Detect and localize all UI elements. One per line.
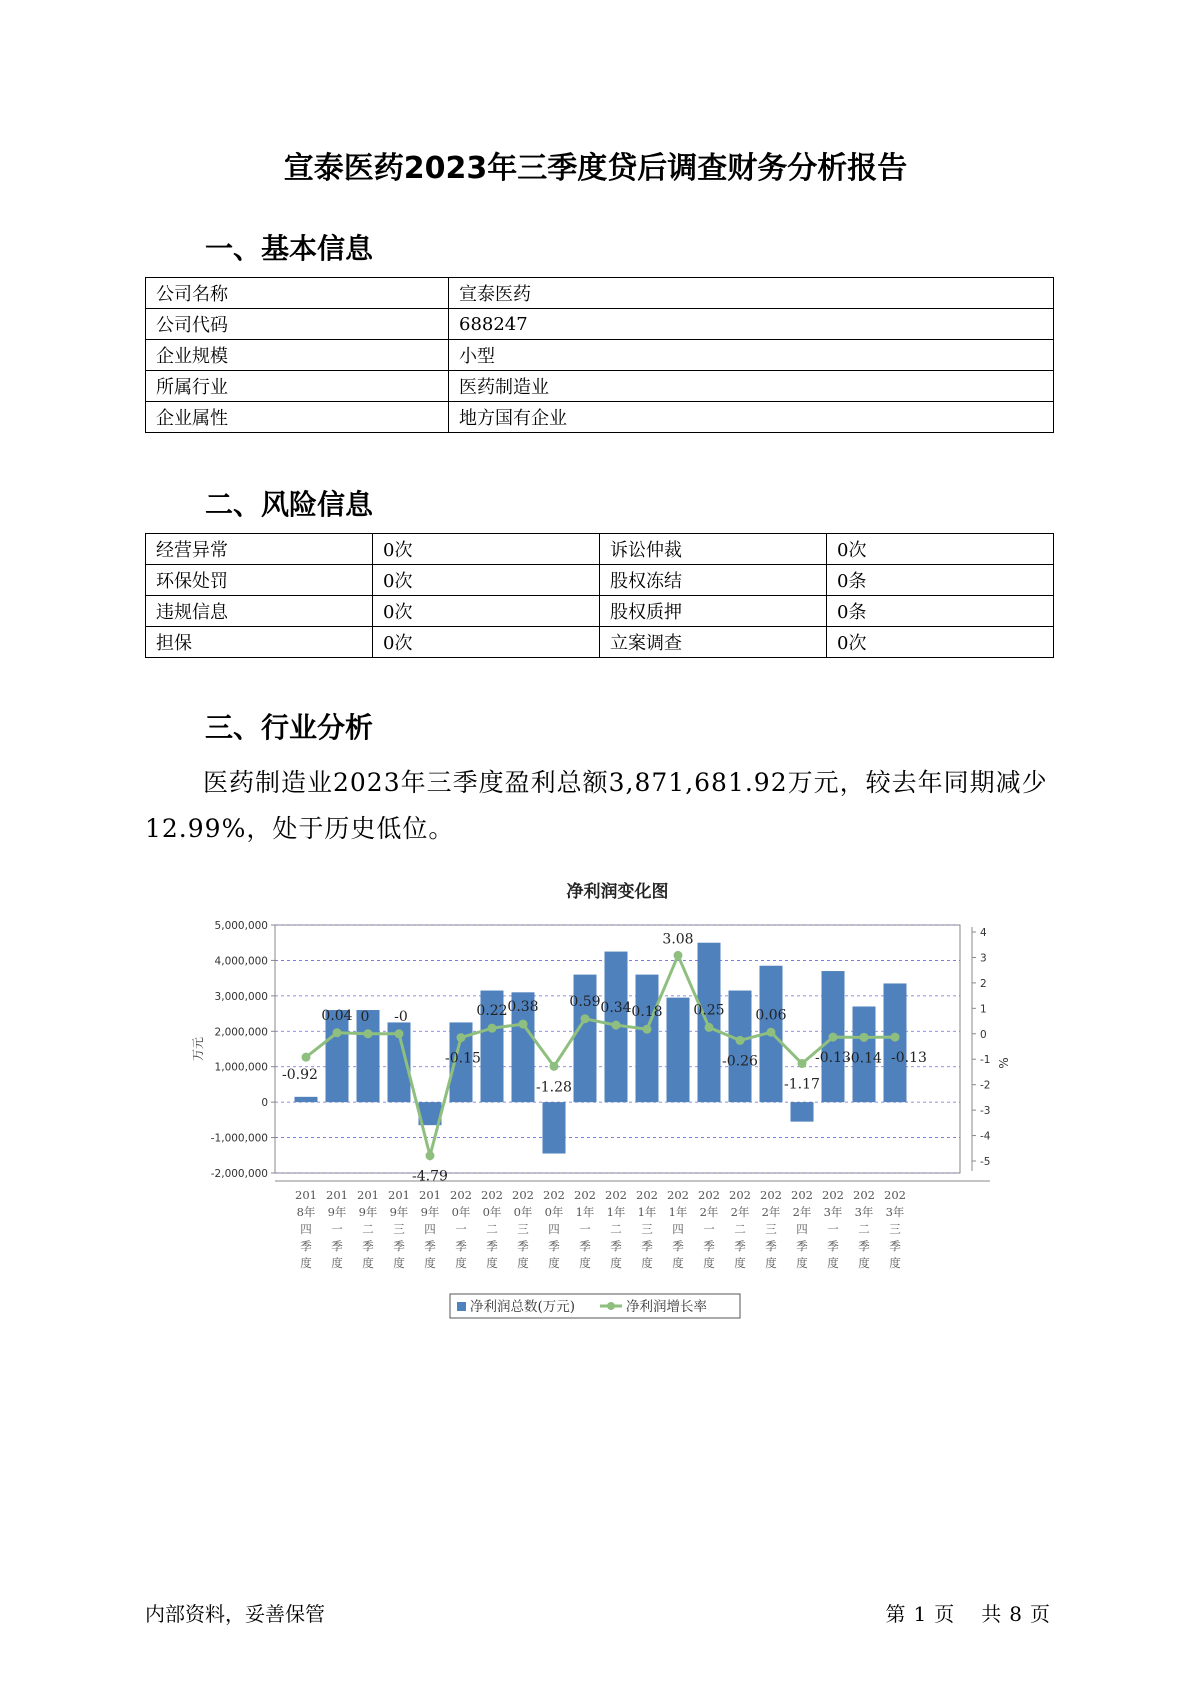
y-tick-label: 3,000,000 xyxy=(214,990,268,1003)
x-tick-label: 度 xyxy=(517,1256,529,1270)
x-tick-label: 202 xyxy=(636,1188,658,1202)
x-tick-label: 二 xyxy=(486,1222,498,1236)
x-tick-label: 度 xyxy=(424,1256,436,1270)
growth-point xyxy=(333,1028,342,1037)
x-tick-label: 季 xyxy=(517,1239,529,1253)
growth-data-label: 0.38 xyxy=(507,999,539,1016)
growth-point xyxy=(674,951,683,960)
page-suffix: 页 xyxy=(934,1602,955,1626)
legend-bar-label: 净利润总数(万元) xyxy=(470,1299,576,1315)
x-tick-label: 201 xyxy=(295,1188,317,1202)
risk-info-label: 经营异常 xyxy=(146,534,373,565)
x-tick-label: 季 xyxy=(858,1239,870,1253)
growth-point xyxy=(612,1021,621,1030)
y-tick-label: -1,000,000 xyxy=(210,1132,268,1145)
legend-line-label: 净利润增长率 xyxy=(626,1299,707,1315)
risk-info-value: 0次 xyxy=(373,534,600,565)
x-tick-label: 度 xyxy=(610,1256,622,1270)
x-tick-label: 三 xyxy=(641,1222,653,1236)
x-tick-label: 度 xyxy=(672,1256,684,1270)
x-tick-label: 季 xyxy=(765,1239,777,1253)
risk-info-value: 0次 xyxy=(827,534,1054,565)
x-tick-label: 一 xyxy=(331,1222,343,1236)
x-tick-label: 202 xyxy=(884,1188,906,1202)
basic-info-value: 688247 xyxy=(449,309,1054,340)
x-tick-label: 202 xyxy=(512,1188,534,1202)
x-tick-label: 201 xyxy=(388,1188,410,1202)
x-tick-label: 0年 xyxy=(544,1205,564,1219)
total-suffix: 页 xyxy=(1030,1602,1050,1626)
x-tick-label: 度 xyxy=(796,1256,808,1270)
growth-point xyxy=(736,1036,745,1045)
risk-info-row xyxy=(146,627,1054,658)
x-tick-label: 1年 xyxy=(606,1205,626,1219)
x-tick-label: 2年 xyxy=(699,1205,719,1219)
legend-bar-swatch xyxy=(457,1302,466,1311)
x-tick-label: 201 xyxy=(326,1188,348,1202)
basic-info-label: 企业属性 xyxy=(146,402,449,433)
y-tick-label: 2,000,000 xyxy=(214,1026,268,1039)
x-tick-label: 三 xyxy=(393,1222,405,1236)
x-tick-label: 3年 xyxy=(823,1205,843,1219)
x-tick-label: 度 xyxy=(548,1256,560,1270)
x-tick-label: 202 xyxy=(822,1188,844,1202)
x-tick-label: 季 xyxy=(362,1239,374,1253)
x-tick-label: 三 xyxy=(517,1222,529,1236)
growth-data-label: -1.28 xyxy=(536,1079,572,1096)
x-tick-label: 202 xyxy=(698,1188,720,1202)
x-tick-label: 202 xyxy=(853,1188,875,1202)
x-tick-label: 二 xyxy=(858,1222,870,1236)
legend-line-marker xyxy=(607,1302,615,1310)
growth-point xyxy=(457,1033,466,1042)
footer-confidential: 内部资料，妥善保管 xyxy=(145,1602,325,1626)
basic-info-row xyxy=(146,371,1054,402)
x-tick-label: 季 xyxy=(486,1239,498,1253)
basic-info-row xyxy=(146,340,1054,371)
y-tick-label: 0 xyxy=(261,1097,268,1110)
risk-info-value: 0次 xyxy=(373,565,600,596)
x-tick-label: 1年 xyxy=(575,1205,595,1219)
x-tick-label: 四 xyxy=(672,1222,684,1236)
x-tick-label: 9年 xyxy=(389,1205,409,1219)
page-title: 宣泰医药2023年三季度贷后调查财务分析报告 xyxy=(283,151,908,186)
x-tick-label: 2年 xyxy=(792,1205,812,1219)
x-tick-label: 202 xyxy=(605,1188,627,1202)
x-tick-label: 三 xyxy=(889,1222,901,1236)
section-heading-risk: 二、风险信息 xyxy=(205,488,374,521)
growth-data-label: -0.14 xyxy=(846,1050,882,1067)
x-tick-label: 0年 xyxy=(482,1205,502,1219)
growth-point xyxy=(395,1029,404,1038)
x-tick-label: 度 xyxy=(486,1256,498,1270)
bar xyxy=(884,983,907,1102)
x-tick-label: 季 xyxy=(889,1239,901,1253)
growth-data-label: -0.13 xyxy=(815,1050,851,1067)
risk-info-label: 立案调查 xyxy=(600,627,827,658)
bar xyxy=(636,975,659,1103)
growth-data-label: 0.25 xyxy=(693,1002,725,1019)
x-tick-label: 202 xyxy=(450,1188,472,1202)
industry-paragraph: 医药制造业2023年三季度盈利总额3,871,681.92万元，较去年同期减少12.99%，处于历史低位。 xyxy=(145,768,1048,843)
growth-point xyxy=(519,1020,528,1029)
x-tick-label: 0年 xyxy=(513,1205,533,1219)
growth-point xyxy=(488,1024,497,1033)
y-tick-label: 4,000,000 xyxy=(214,955,268,968)
x-tick-label: 四 xyxy=(796,1222,808,1236)
growth-data-label: -4.79 xyxy=(412,1168,448,1185)
y-axis-label: 万元 xyxy=(191,1036,205,1062)
x-tick-label: 季 xyxy=(734,1239,746,1253)
basic-info-label: 公司代码 xyxy=(146,309,449,340)
growth-point xyxy=(302,1053,311,1062)
growth-point xyxy=(426,1151,435,1160)
x-tick-label: 季 xyxy=(393,1239,405,1253)
x-tick-label: 季 xyxy=(579,1239,591,1253)
x-tick-label: 度 xyxy=(393,1256,405,1270)
growth-point xyxy=(891,1033,900,1042)
growth-point xyxy=(860,1033,869,1042)
x-tick-label: 四 xyxy=(424,1222,436,1236)
bar xyxy=(326,1010,349,1102)
growth-data-label: 0.59 xyxy=(569,993,601,1010)
x-tick-label: 202 xyxy=(760,1188,782,1202)
section-heading-basic: 一、基本信息 xyxy=(205,232,374,265)
y2-tick-label: 2 xyxy=(980,977,987,990)
x-tick-label: 季 xyxy=(672,1239,684,1253)
x-tick-label: 度 xyxy=(703,1256,715,1270)
growth-point xyxy=(643,1025,652,1034)
bar xyxy=(791,1102,814,1121)
risk-info-label: 股权冻结 xyxy=(600,565,827,596)
x-tick-label: 四 xyxy=(300,1222,312,1236)
risk-info-label: 诉讼仲裁 xyxy=(600,534,827,565)
basic-info-label: 企业规模 xyxy=(146,340,449,371)
total-prefix: 共 xyxy=(981,1602,1002,1626)
growth-data-label: -1.17 xyxy=(784,1076,820,1093)
bar xyxy=(667,998,690,1103)
x-tick-label: 季 xyxy=(548,1239,560,1253)
x-tick-label: 9年 xyxy=(358,1205,378,1219)
y2-tick-label: -2 xyxy=(980,1079,991,1092)
x-tick-label: 度 xyxy=(827,1256,839,1270)
risk-info-value: 0次 xyxy=(827,627,1054,658)
basic-info-row xyxy=(146,402,1054,433)
growth-data-label: 0.34 xyxy=(600,1000,632,1017)
x-tick-label: 202 xyxy=(574,1188,596,1202)
x-tick-label: 202 xyxy=(543,1188,565,1202)
growth-point xyxy=(581,1014,590,1023)
risk-info-row xyxy=(146,534,1054,565)
growth-data-label: -0 xyxy=(394,1008,408,1025)
y2-tick-label: -1 xyxy=(980,1054,991,1067)
x-tick-label: 202 xyxy=(481,1188,503,1202)
x-tick-label: 二 xyxy=(734,1222,746,1236)
y2-tick-label: 4 xyxy=(980,927,987,939)
y2-axis-label: % xyxy=(997,1057,1011,1069)
basic-info-label: 所属行业 xyxy=(146,371,449,402)
y2-tick-label: -4 xyxy=(980,1130,991,1143)
x-tick-label: 1年 xyxy=(637,1205,657,1219)
x-tick-label: 202 xyxy=(729,1188,751,1202)
x-tick-label: 季 xyxy=(331,1239,343,1253)
x-tick-label: 202 xyxy=(791,1188,813,1202)
basic-info-table xyxy=(145,277,1054,433)
x-tick-label: 度 xyxy=(858,1256,870,1270)
risk-info-value: 0次 xyxy=(373,627,600,658)
x-tick-label: 一 xyxy=(827,1222,839,1236)
risk-info-label: 担保 xyxy=(146,627,373,658)
x-tick-label: 一 xyxy=(455,1222,467,1236)
risk-info-row xyxy=(146,596,1054,627)
x-tick-label: 二 xyxy=(610,1222,622,1236)
x-tick-label: 季 xyxy=(300,1239,312,1253)
x-tick-label: 0年 xyxy=(451,1205,471,1219)
x-tick-label: 1年 xyxy=(668,1205,688,1219)
bar xyxy=(729,991,752,1103)
x-tick-label: 度 xyxy=(362,1256,374,1270)
x-tick-label: 度 xyxy=(300,1256,312,1270)
x-tick-label: 度 xyxy=(579,1256,591,1270)
x-tick-label: 9年 xyxy=(327,1205,347,1219)
x-tick-label: 季 xyxy=(796,1239,808,1253)
risk-info-value: 0条 xyxy=(827,565,1054,596)
growth-data-label: 0.22 xyxy=(476,1003,508,1020)
y2-tick-label: -5 xyxy=(980,1156,991,1168)
x-tick-label: 202 xyxy=(667,1188,689,1202)
x-tick-label: 3年 xyxy=(885,1205,905,1219)
x-tick-label: 二 xyxy=(362,1222,374,1236)
basic-info-row xyxy=(146,278,1054,309)
page-number: 1 xyxy=(913,1602,927,1626)
risk-info-label: 股权质押 xyxy=(600,596,827,627)
y2-tick-label: -3 xyxy=(980,1105,991,1118)
x-tick-label: 度 xyxy=(331,1256,343,1270)
x-tick-label: 201 xyxy=(419,1188,441,1202)
basic-info-label: 公司名称 xyxy=(146,278,449,309)
basic-info-value: 小型 xyxy=(449,340,1054,371)
y-tick-label: 5,000,000 xyxy=(214,920,268,932)
x-tick-label: 三 xyxy=(765,1222,777,1236)
growth-point xyxy=(829,1033,838,1042)
risk-info-label: 违规信息 xyxy=(146,596,373,627)
growth-data-label: 0.18 xyxy=(631,1004,663,1021)
y2-tick-label: 0 xyxy=(980,1028,987,1041)
x-tick-label: 9年 xyxy=(420,1205,440,1219)
risk-info-value: 0次 xyxy=(373,596,600,627)
basic-info-value: 地方国有企业 xyxy=(449,402,1054,433)
bar xyxy=(698,943,721,1102)
x-tick-label: 季 xyxy=(827,1239,839,1253)
x-tick-label: 度 xyxy=(889,1256,901,1270)
risk-info-row xyxy=(146,565,1054,596)
basic-info-row xyxy=(146,309,1054,340)
growth-point xyxy=(550,1062,559,1071)
x-tick-label: 度 xyxy=(734,1256,746,1270)
growth-data-label: 0.06 xyxy=(755,1007,787,1024)
x-tick-label: 201 xyxy=(357,1188,379,1202)
y2-tick-label: 3 xyxy=(980,952,987,965)
bar xyxy=(295,1097,318,1102)
page-prefix: 第 xyxy=(885,1602,906,1626)
risk-info-value: 0条 xyxy=(827,596,1054,627)
basic-info-value: 医药制造业 xyxy=(449,371,1054,402)
growth-point xyxy=(705,1023,714,1032)
growth-point xyxy=(767,1028,776,1037)
x-tick-label: 季 xyxy=(610,1239,622,1253)
x-tick-label: 3年 xyxy=(854,1205,874,1219)
x-tick-label: 8年 xyxy=(296,1205,316,1219)
x-tick-label: 度 xyxy=(455,1256,467,1270)
growth-data-label: -0.26 xyxy=(722,1053,758,1070)
x-tick-label: 2年 xyxy=(730,1205,750,1219)
x-tick-label: 2年 xyxy=(761,1205,781,1219)
growth-data-label: -0.13 xyxy=(891,1050,927,1067)
y-tick-label: 1,000,000 xyxy=(214,1061,268,1074)
growth-data-label: -0.15 xyxy=(445,1050,481,1067)
x-tick-label: 季 xyxy=(455,1239,467,1253)
x-tick-label: 季 xyxy=(641,1239,653,1253)
growth-data-label: -0.92 xyxy=(282,1067,318,1084)
x-tick-label: 季 xyxy=(424,1239,436,1253)
x-tick-label: 季 xyxy=(703,1239,715,1253)
x-tick-label: 四 xyxy=(548,1222,560,1236)
basic-info-value: 宣泰医药 xyxy=(449,278,1054,309)
risk-info-label: 环保处罚 xyxy=(146,565,373,596)
growth-point xyxy=(798,1059,807,1068)
growth-data-label: 3.08 xyxy=(662,931,694,948)
footer-pagination xyxy=(881,1598,1054,1627)
x-tick-label: 一 xyxy=(703,1222,715,1236)
x-tick-label: 一 xyxy=(579,1222,591,1236)
y-tick-label: -2,000,000 xyxy=(210,1168,268,1180)
y2-tick-label: 1 xyxy=(980,1003,987,1016)
net-profit-chart xyxy=(180,877,1025,1347)
risk-info-table xyxy=(145,533,1054,658)
chart-svg xyxy=(180,877,1025,1347)
growth-data-label: 0 xyxy=(360,1008,370,1025)
chart-title: 净利润变化图 xyxy=(566,882,669,902)
x-tick-label: 度 xyxy=(641,1256,653,1270)
section-heading-industry: 三、行业分析 xyxy=(205,711,374,744)
growth-data-label: 0.04 xyxy=(321,1007,353,1024)
x-tick-label: 度 xyxy=(765,1256,777,1270)
bar xyxy=(543,1102,566,1153)
total-pages: 8 xyxy=(1009,1602,1022,1626)
growth-point xyxy=(364,1029,373,1038)
